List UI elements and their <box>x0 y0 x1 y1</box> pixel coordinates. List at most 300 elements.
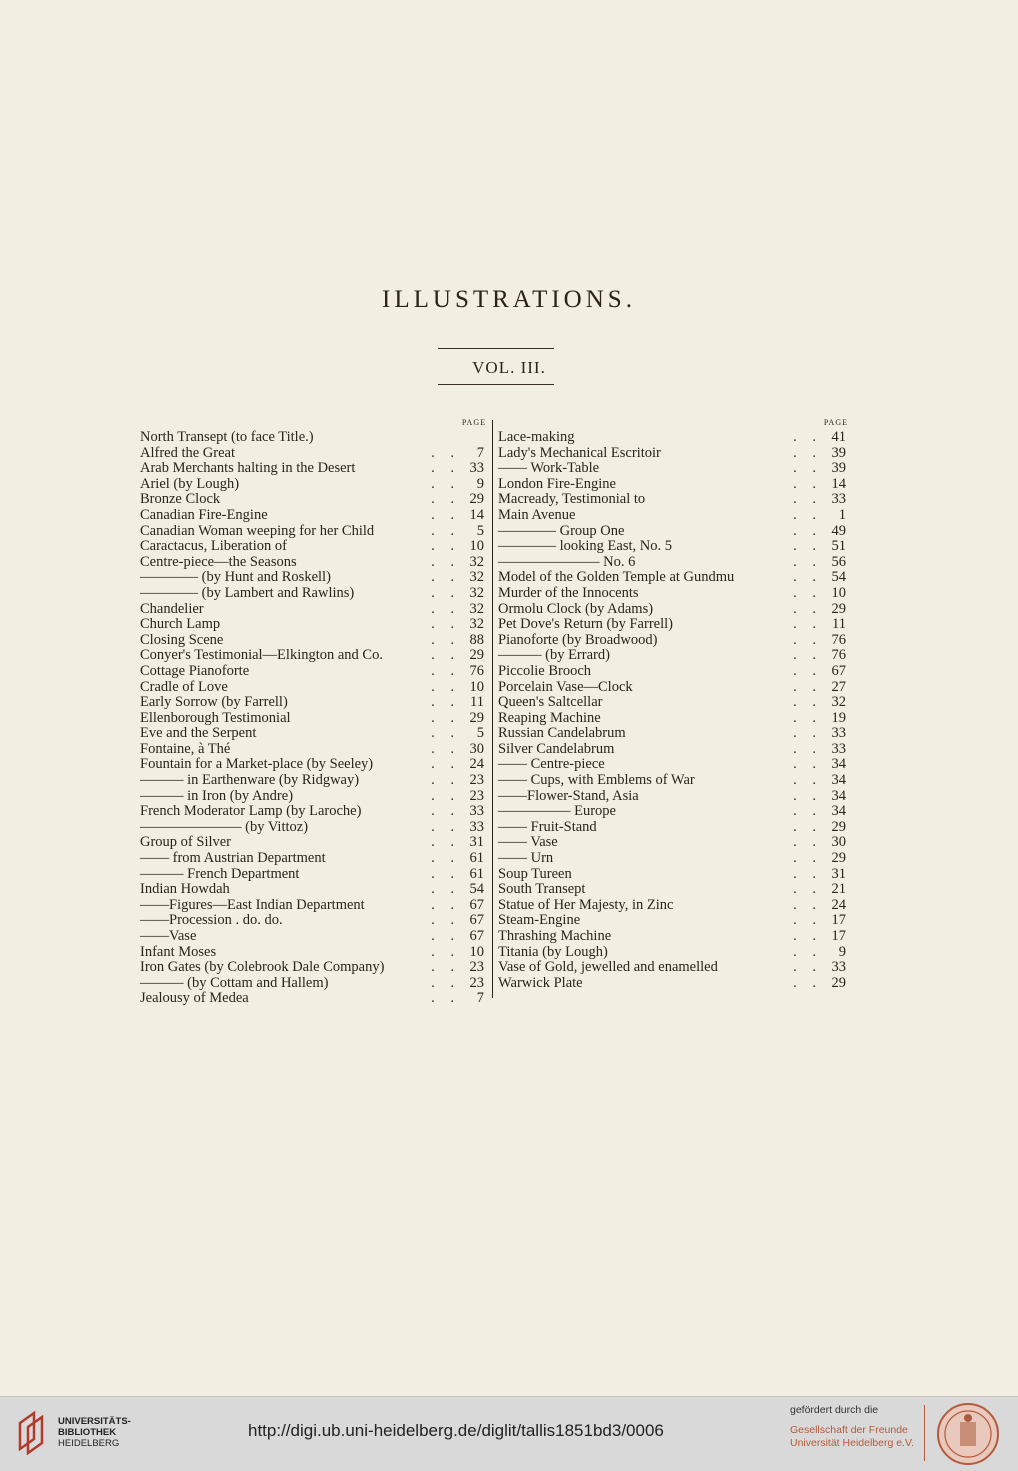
library-logo-icon[interactable] <box>14 1409 50 1455</box>
leader-dots: . . <box>793 943 822 960</box>
left-index-entry <box>140 991 486 1007</box>
right-index-entry <box>498 773 848 789</box>
entry-page-number: 32 <box>469 616 484 633</box>
entry-title: Queen's Saltcellar <box>498 694 603 711</box>
entry-page-number: 29 <box>469 647 484 664</box>
leader-dots: . . <box>793 584 822 601</box>
leader-dots: . . <box>793 818 822 835</box>
leader-dots: . . <box>431 834 460 851</box>
entry-page-number: 67 <box>469 928 484 944</box>
left-index-entry <box>140 929 486 945</box>
entry-page-number: 29 <box>831 850 846 867</box>
entry-title: Macready, Testimonial to <box>498 491 646 508</box>
right-index-entry <box>498 898 848 914</box>
entry-page-number: 33 <box>469 460 484 477</box>
leader-dots: . . <box>431 850 460 867</box>
entry-page-number: 56 <box>831 553 846 570</box>
left-index-entry <box>140 898 486 914</box>
leader-dots: . . <box>793 740 822 757</box>
entry-title: ————— Europe <box>498 803 616 820</box>
right-index-entry <box>498 664 848 680</box>
entry-title: Piccolie Brooch <box>498 662 592 679</box>
entry-title: —— Vase <box>498 834 558 851</box>
entry-page-number: 7 <box>476 990 484 1007</box>
entry-title: ——————— No. 6 <box>498 553 636 570</box>
volume-label: VOL. III. <box>472 358 546 377</box>
entry-page-number: 67 <box>831 662 846 679</box>
right-index-entry <box>498 929 848 945</box>
entry-title: French Moderator Lamp (by Laroche) <box>140 803 362 820</box>
entry-title: —— Fruit-Stand <box>498 818 597 835</box>
entry-page-number: 23 <box>469 787 484 804</box>
entry-page-number: 32 <box>469 569 484 586</box>
leader-dots: . . <box>431 896 460 913</box>
document-url-link[interactable]: http://digi.ub.uni-heidelberg.de/diglit/tallis1851bd3/0006 <box>248 1421 664 1440</box>
left-index-entry <box>140 695 486 711</box>
right-index-entry <box>498 492 848 508</box>
entry-page-number: 67 <box>469 896 484 913</box>
sponsor-name[interactable]: Gesellschaft der Freunde Universität Heidelberg e.V. <box>790 1424 914 1449</box>
leader-dots: . . <box>431 787 460 804</box>
leader-dots: . . <box>431 522 460 539</box>
entry-page-number: 31 <box>831 865 846 882</box>
leader-dots: . . <box>793 974 822 991</box>
entry-title: Porcelain Vase—Clock <box>498 678 633 695</box>
leader-dots: . . <box>431 538 460 555</box>
entry-page-number: 33 <box>469 818 484 835</box>
entry-title: Centre-piece—the Seasons <box>140 553 297 570</box>
leader-dots: . . <box>431 506 460 523</box>
leader-dots: . . <box>793 709 822 726</box>
right-index-entry <box>498 913 848 929</box>
entry-page-number: 29 <box>469 709 484 726</box>
leader-dots: . . <box>793 491 822 508</box>
leader-dots: . . <box>431 491 460 508</box>
entry-page-number: 29 <box>831 818 846 835</box>
entry-title: Soup Tureen <box>498 865 572 882</box>
entry-page-number: 49 <box>831 522 846 539</box>
entry-page-number: 54 <box>469 881 484 898</box>
left-index-entry <box>140 882 486 898</box>
library-name: UNIVERSITÄTS- BIBLIOTHEK HEIDELBERG <box>58 1416 131 1449</box>
left-index-entry <box>140 508 486 524</box>
leader-dots: . . <box>793 694 822 711</box>
left-index-entry <box>140 492 486 508</box>
left-index-entry <box>140 945 486 961</box>
leader-dots: . . <box>793 647 822 664</box>
leader-dots: . . <box>793 834 822 851</box>
leader-dots: . . <box>793 756 822 773</box>
entry-title: ———— Group One <box>498 522 625 539</box>
left-index-entry <box>140 960 486 976</box>
entry-title: Titania (by Lough) <box>498 943 608 960</box>
entry-title: ——— French Department <box>140 865 300 882</box>
right-index-entry <box>498 446 848 462</box>
leader-dots: . . <box>793 725 822 742</box>
left-index-entry <box>140 773 486 789</box>
entry-page-number: 10 <box>469 943 484 960</box>
leader-dots: . . <box>793 444 822 461</box>
entry-page-number: 17 <box>831 928 846 944</box>
entry-title: Canadian Fire-Engine <box>140 506 268 523</box>
entry-title: —— Work-Table <box>498 460 600 477</box>
leader-dots: . . <box>793 850 822 867</box>
left-index-entry <box>140 539 486 555</box>
leader-dots: . . <box>431 959 460 976</box>
leader-dots: . . <box>793 662 822 679</box>
left-index-entry <box>140 477 486 493</box>
title-rule-top <box>438 348 554 349</box>
right-index-entry <box>498 461 848 477</box>
leader-dots: . . <box>793 928 822 944</box>
entry-page-number: 61 <box>469 850 484 867</box>
entry-title: Conyer's Testimonial—Elkington and Co. <box>140 647 383 664</box>
leader-dots: . . <box>793 896 822 913</box>
right-index-entry <box>498 524 848 540</box>
entry-title: Pianoforte (by Broadwood) <box>498 631 658 648</box>
right-index-entry <box>498 633 848 649</box>
entry-title: ——Procession . do. do. <box>140 912 283 929</box>
entry-title: ——— in Iron (by Andre) <box>140 787 294 804</box>
left-index-entry <box>140 633 486 649</box>
entry-page-number: 1 <box>838 506 846 523</box>
entry-page-number: 31 <box>469 834 484 851</box>
leader-dots: . . <box>793 538 822 555</box>
leader-dots: . . <box>793 600 822 617</box>
left-page-header: PAGE <box>461 418 486 427</box>
entry-title: Reaping Machine <box>498 709 601 726</box>
leader-dots: . . <box>793 881 822 898</box>
leader-dots: . . <box>431 772 460 789</box>
entry-title: Alfred the Great <box>140 444 236 461</box>
entry-title: Iron Gates (by Colebrook Dale Company) <box>140 959 385 976</box>
left-index-entry <box>140 617 486 633</box>
entry-title: Chandelier <box>140 600 204 617</box>
right-index-entry <box>498 851 848 867</box>
entry-page-number: 32 <box>469 600 484 617</box>
right-index-entry <box>498 945 848 961</box>
right-index-entry <box>498 820 848 836</box>
entry-title: Bronze Clock <box>140 491 221 508</box>
left-index-entry <box>140 664 486 680</box>
entry-page-number: 76 <box>831 647 846 664</box>
entry-title: ———— looking East, No. 5 <box>498 538 672 555</box>
right-index-entry <box>498 477 848 493</box>
entry-page-number: 76 <box>831 631 846 648</box>
leader-dots: . . <box>431 740 460 757</box>
leader-dots: . . <box>793 553 822 570</box>
entry-page-number: 14 <box>831 475 846 492</box>
entry-page-number: 23 <box>469 772 484 789</box>
entry-title: Canadian Woman weeping for her Child <box>140 522 375 539</box>
leader-dots: . . <box>431 928 460 944</box>
leader-dots: . . <box>431 475 460 492</box>
leader-dots: . . <box>431 943 460 960</box>
entry-page-number: 7 <box>476 444 484 461</box>
entry-page-number: 54 <box>831 569 846 586</box>
entry-title: North Transept (to face Title.) <box>140 429 314 445</box>
leader-dots: . . <box>431 444 460 461</box>
leader-dots: . . <box>431 678 460 695</box>
entry-page-number: 30 <box>469 740 484 757</box>
left-index-entry <box>140 726 486 742</box>
left-index-entry <box>140 711 486 727</box>
entry-page-number: 51 <box>831 538 846 555</box>
entry-title: ——Flower-Stand, Asia <box>498 787 639 804</box>
entry-title: Lady's Mechanical Escritoir <box>498 444 661 461</box>
entry-title: Fountain for a Market-place (by Seeley) <box>140 756 374 773</box>
right-index-entry <box>498 602 848 618</box>
footer-bar <box>0 1396 1018 1471</box>
entry-page-number: 32 <box>469 584 484 601</box>
entry-page-number: 33 <box>831 491 846 508</box>
university-seal-icon <box>936 1402 1000 1466</box>
entry-page-number: 19 <box>831 709 846 726</box>
entry-title: South Transept <box>498 881 586 898</box>
entry-title: Steam-Engine <box>498 912 581 929</box>
entry-title: Murder of the Innocents <box>498 584 639 601</box>
entry-title: Group of Silver <box>140 834 232 851</box>
right-index-column <box>498 416 848 991</box>
entry-page-number: 10 <box>469 678 484 695</box>
entry-title: Cottage Pianoforte <box>140 662 250 679</box>
entry-title: Thrashing Machine <box>498 928 612 944</box>
entry-page-number: 32 <box>469 553 484 570</box>
leader-dots: . . <box>431 912 460 929</box>
right-page-header: PAGE <box>823 418 848 427</box>
entry-title: ——— in Earthenware (by Ridgway) <box>140 772 360 789</box>
right-index-entry <box>498 960 848 976</box>
footer-separator <box>924 1405 925 1461</box>
left-index-entry <box>140 976 486 992</box>
entry-title: —— Centre-piece <box>498 756 605 773</box>
left-index-entry <box>140 867 486 883</box>
entry-page-number: 5 <box>476 725 484 742</box>
right-index-entry <box>498 742 848 758</box>
leader-dots: . . <box>793 522 822 539</box>
left-index-entry <box>140 461 486 477</box>
entry-title: Church Lamp <box>140 616 221 633</box>
entry-page-number: 67 <box>469 912 484 929</box>
entry-page-number: 21 <box>831 881 846 898</box>
entry-title: London Fire-Engine <box>498 475 616 492</box>
entry-page-number: 24 <box>831 896 846 913</box>
right-index-entry <box>498 555 848 571</box>
leader-dots: . . <box>431 818 460 835</box>
entry-title: Caractacus, Liberation of <box>140 538 287 555</box>
entry-title: Ormolu Clock (by Adams) <box>498 600 654 617</box>
entry-page-number: 34 <box>831 772 846 789</box>
leader-dots: . . <box>431 647 460 664</box>
entry-title: Statue of Her Majesty, in Zinc <box>498 896 674 913</box>
leader-dots: . . <box>793 569 822 586</box>
entry-page-number: 9 <box>838 943 846 960</box>
leader-dots: . . <box>793 631 822 648</box>
right-index-entry <box>498 789 848 805</box>
leader-dots: . . <box>431 460 460 477</box>
right-index-entry <box>498 648 848 664</box>
entry-title: Closing Scene <box>140 631 224 648</box>
leader-dots: . . <box>431 803 460 820</box>
left-index-entry <box>140 648 486 664</box>
left-index-entry <box>140 430 486 446</box>
leader-dots: . . <box>431 881 460 898</box>
column-divider <box>492 420 493 998</box>
entry-page-number: 61 <box>469 865 484 882</box>
right-index-entry <box>498 804 848 820</box>
leader-dots: . . <box>431 974 460 991</box>
leader-dots: . . <box>793 460 822 477</box>
leader-dots: . . <box>431 694 460 711</box>
leader-dots: . . <box>431 616 460 633</box>
entry-title: ———— (by Lambert and Rawlins) <box>140 584 355 601</box>
leader-dots: . . <box>793 506 822 523</box>
entry-title: ——— (by Errard) <box>498 647 610 664</box>
entry-title: Russian Candelabrum <box>498 725 626 742</box>
entry-title: Eve and the Serpent <box>140 725 257 742</box>
leader-dots: . . <box>431 584 460 601</box>
entry-page-number: 5 <box>476 522 484 539</box>
entry-page-number: 10 <box>831 584 846 601</box>
leader-dots: . . <box>431 600 460 617</box>
entry-title: Ellenborough Testimonial <box>140 709 291 726</box>
sponsor-intro: gefördert durch die <box>790 1404 879 1416</box>
entry-page-number: 10 <box>469 538 484 555</box>
right-index-entry <box>498 617 848 633</box>
entry-page-number: 34 <box>831 787 846 804</box>
left-index-entry <box>140 820 486 836</box>
right-index-entry <box>498 695 848 711</box>
entry-title: Indian Howdah <box>140 881 230 898</box>
entry-page-number: 32 <box>831 694 846 711</box>
entry-page-number: 76 <box>469 662 484 679</box>
entry-page-number: 33 <box>831 740 846 757</box>
right-index-entry <box>498 757 848 773</box>
entry-page-number: 27 <box>831 678 846 695</box>
leader-dots: . . <box>793 475 822 492</box>
entry-title: Pet Dove's Return (by Farrell) <box>498 616 673 633</box>
entry-page-number: 14 <box>469 506 484 523</box>
left-index-entry <box>140 680 486 696</box>
entry-title: ———— (by Hunt and Roskell) <box>140 569 331 586</box>
right-index-entry <box>498 726 848 742</box>
entry-page-number: 34 <box>831 803 846 820</box>
entry-title: Fontaine, à Thé <box>140 740 231 757</box>
entry-title: Silver Candelabrum <box>498 740 615 757</box>
entry-title: —— Cups, with Emblems of War <box>498 772 695 789</box>
leader-dots: . . <box>793 616 822 633</box>
left-index-entry <box>140 586 486 602</box>
leader-dots: . . <box>793 429 822 445</box>
leader-dots: . . <box>793 787 822 804</box>
left-index-entry <box>140 757 486 773</box>
left-index-entry <box>140 742 486 758</box>
right-index-entry <box>498 711 848 727</box>
entry-title: ——Figures—East Indian Department <box>140 896 365 913</box>
entry-title: Lace-making <box>498 429 575 445</box>
left-index-column <box>140 416 486 1007</box>
leader-dots: . . <box>431 553 460 570</box>
entry-title: —— Urn <box>498 850 554 867</box>
right-index-entry <box>498 835 848 851</box>
entry-page-number: 33 <box>831 725 846 742</box>
entry-title: Early Sorrow (by Farrell) <box>140 694 288 711</box>
entry-title: ——— (by Cottam and Hallem) <box>140 974 329 991</box>
leader-dots: . . <box>793 678 822 695</box>
entry-page-number: 33 <box>831 959 846 976</box>
entry-title: Vase of Gold, jewelled and enamelled <box>498 959 718 976</box>
entry-title: Model of the Golden Temple at Gundmu <box>498 569 735 586</box>
entry-page-number: 24 <box>469 756 484 773</box>
entry-page-number: 88 <box>469 631 484 648</box>
right-index-entry <box>498 867 848 883</box>
left-index-entry <box>140 555 486 571</box>
entry-page-number: 39 <box>831 460 846 477</box>
right-index-entry <box>498 539 848 555</box>
right-index-entry <box>498 508 848 524</box>
left-index-entry <box>140 570 486 586</box>
entry-title: Cradle of Love <box>140 678 228 695</box>
entry-page-number: 34 <box>831 756 846 773</box>
entry-title: Infant Moses <box>140 943 217 960</box>
entry-title: Jealousy of Medea <box>140 990 249 1007</box>
entry-page-number: 11 <box>832 616 846 633</box>
leader-dots: . . <box>431 865 460 882</box>
left-index-entry <box>140 835 486 851</box>
leader-dots: . . <box>793 772 822 789</box>
entry-page-number: 23 <box>469 974 484 991</box>
entry-title: ——Vase <box>140 928 197 944</box>
entry-title: Warwick Plate <box>498 974 583 991</box>
entry-page-number: 17 <box>831 912 846 929</box>
entry-page-number: 33 <box>469 803 484 820</box>
left-index-entry <box>140 851 486 867</box>
left-index-entry <box>140 789 486 805</box>
right-index-entry <box>498 586 848 602</box>
entry-page-number: 29 <box>831 600 846 617</box>
leader-dots: . . <box>431 569 460 586</box>
left-index-entry <box>140 602 486 618</box>
leader-dots: . . <box>793 912 822 929</box>
leader-dots: . . <box>793 959 822 976</box>
left-index-entry <box>140 804 486 820</box>
right-index-entry <box>498 882 848 898</box>
entry-page-number: 23 <box>469 959 484 976</box>
entry-title: Main Avenue <box>498 506 576 523</box>
entry-page-number: 11 <box>470 694 484 711</box>
leader-dots: . . <box>431 756 460 773</box>
leader-dots: . . <box>431 662 460 679</box>
entry-page-number: 39 <box>831 444 846 461</box>
right-index-entry <box>498 570 848 586</box>
leader-dots: . . <box>431 725 460 742</box>
entry-title: —— from Austrian Department <box>140 850 326 867</box>
leader-dots: . . <box>431 709 460 726</box>
entry-title: Ariel (by Lough) <box>140 475 240 492</box>
left-index-entry <box>140 913 486 929</box>
title-rule-bottom <box>438 384 554 385</box>
entry-title: ——————— (by Vittoz) <box>140 818 309 835</box>
leader-dots: . . <box>431 631 460 648</box>
right-index-entry <box>498 680 848 696</box>
entry-page-number: 41 <box>831 429 846 445</box>
right-index-entry <box>498 430 848 446</box>
entry-page-number: 29 <box>469 491 484 508</box>
entry-title: Arab Merchants halting in the Desert <box>140 460 356 477</box>
page-title: ILLUSTRATIONS. <box>382 286 636 313</box>
entry-page-number: 29 <box>831 974 846 991</box>
leader-dots: . . <box>793 865 822 882</box>
